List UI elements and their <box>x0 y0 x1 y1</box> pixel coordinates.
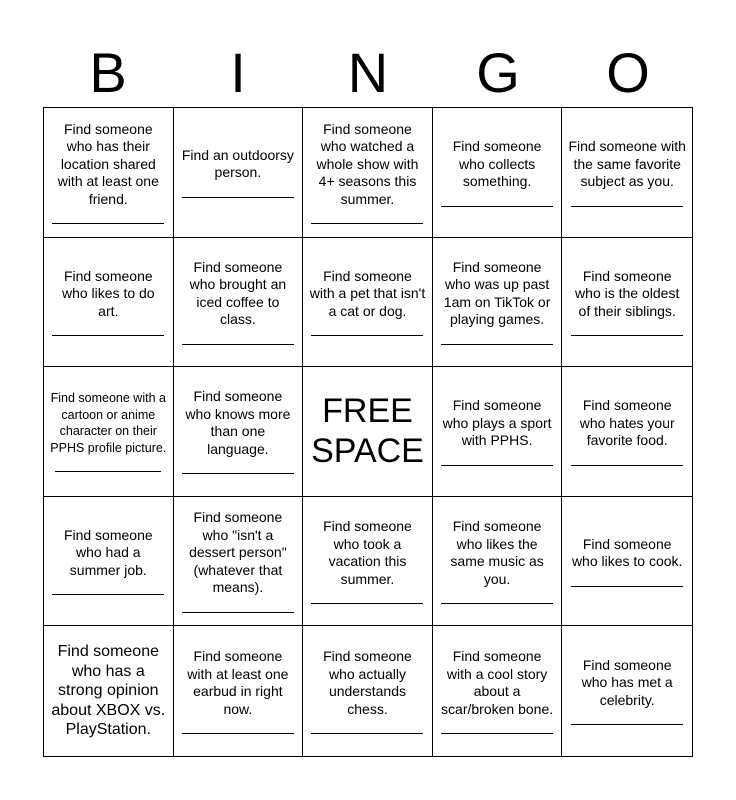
bingo-cell-r3-c4[interactable] <box>433 367 563 497</box>
signature-line[interactable] <box>441 206 553 207</box>
free-space-label: FREE SPACE <box>311 392 424 471</box>
bingo-cell-r4-c2[interactable] <box>174 497 304 627</box>
signature-line[interactable] <box>571 335 683 336</box>
bingo-cell-r5-c1[interactable] <box>44 626 174 756</box>
bingo-cell-r1-c2[interactable] <box>174 108 304 238</box>
signature-line[interactable] <box>55 471 161 472</box>
bingo-cell-r1-c5[interactable] <box>562 108 692 238</box>
signature-line[interactable] <box>311 603 423 604</box>
cell-prompt: Find someone with a cartoon or anime character on their PPHS profile picture. <box>50 391 167 455</box>
bingo-cell-r4-c3[interactable] <box>303 497 433 627</box>
signature-line[interactable] <box>311 223 423 224</box>
bingo-cell-r1-c1[interactable] <box>44 108 174 238</box>
bingo-cell-r2-c5[interactable] <box>562 238 692 368</box>
bingo-cell-r3-c5[interactable] <box>562 367 692 497</box>
signature-line[interactable] <box>441 465 553 466</box>
bingo-cell-r4-c1[interactable] <box>44 497 174 627</box>
signature-line[interactable] <box>182 197 294 198</box>
signature-line[interactable] <box>182 473 294 474</box>
signature-line[interactable] <box>571 724 683 725</box>
signature-line[interactable] <box>441 344 553 345</box>
signature-line[interactable] <box>52 223 164 224</box>
header-letter-n: N <box>347 41 389 104</box>
signature-line[interactable] <box>311 733 423 734</box>
bingo-cell-r2-c3[interactable] <box>303 238 433 368</box>
signature-line[interactable] <box>311 335 423 336</box>
signature-line[interactable] <box>182 612 294 613</box>
cell-prompt: Find someone who brought an iced coffee to class. <box>189 258 287 328</box>
signature-line[interactable] <box>571 206 683 207</box>
signature-line[interactable] <box>182 733 294 734</box>
cell-prompt: Find someone who hates your favorite food. <box>579 397 675 449</box>
signature-line[interactable] <box>52 594 164 595</box>
bingo-cell-r5-c2[interactable] <box>174 626 304 756</box>
bingo-cell-r5-c3[interactable] <box>303 626 433 756</box>
cell-prompt: Find someone who is the oldest of their siblings. <box>575 267 680 319</box>
cell-prompt: Find someone who has met a celebrity. <box>581 656 673 708</box>
cell-prompt: Find someone who had a summer job. <box>63 526 153 578</box>
cell-prompt: Find someone who has their location shared with at least one friend. <box>57 120 159 207</box>
bingo-cell-r1-c3[interactable] <box>303 108 433 238</box>
cell-prompt: Find someone who was up past 1am on TikTok or playing games. <box>443 258 551 328</box>
cell-prompt: Find someone who likes the same music as you. <box>450 518 544 587</box>
cell-prompt: Find someone who actually understands chess. <box>323 648 412 717</box>
header-letter-b: B <box>89 41 127 104</box>
signature-line[interactable] <box>441 733 553 734</box>
cell-prompt: Find someone who likes to cook. <box>571 535 683 570</box>
bingo-cell-r4-c5[interactable] <box>562 497 692 627</box>
bingo-board <box>43 107 693 757</box>
bingo-cell-r4-c4[interactable] <box>433 497 563 627</box>
cell-prompt: Find someone who likes to do art. <box>61 267 155 319</box>
cell-prompt: Find someone who collects something. <box>452 138 542 190</box>
cell-prompt: Find someone with at least one earbud in right now. <box>187 648 289 717</box>
cell-prompt: Find someone who knows more than one language. <box>185 388 291 457</box>
bingo-cell-r5-c4[interactable] <box>433 626 563 756</box>
header-letter-i: I <box>230 41 246 104</box>
cell-prompt: Find someone who has a strong opinion about XBOX vs. PlayStation. <box>51 643 166 739</box>
bingo-cell-r5-c5[interactable] <box>562 626 692 756</box>
header-letter-g: G <box>476 41 520 104</box>
signature-line[interactable] <box>52 335 164 336</box>
bingo-cell-r2-c1[interactable] <box>44 238 174 368</box>
bingo-cell-r2-c4[interactable] <box>433 238 563 368</box>
cell-prompt: Find someone who watched a whole show with 4+ seasons this summer. <box>316 120 419 207</box>
cell-prompt: Find someone with a cool story about a scar/broken bone. <box>441 648 554 717</box>
signature-line[interactable] <box>571 465 683 466</box>
cell-prompt: Find an outdoorsy person. <box>181 146 294 181</box>
cell-prompt: Find someone with a pet that isn't a cat or dog. <box>309 267 426 319</box>
cell-prompt: Find someone who took a vacation this summer. <box>323 518 412 587</box>
cell-prompt: Find someone with the same favorite subject as you. <box>568 138 686 190</box>
cell-prompt: Find someone who "isn't a dessert person" (whatever that means). <box>189 509 287 596</box>
signature-line[interactable] <box>182 344 294 345</box>
bingo-cell-r1-c4[interactable] <box>433 108 563 238</box>
cell-prompt: Find someone who plays a sport with PPHS. <box>442 397 552 449</box>
header-letter-o: O <box>606 41 650 104</box>
bingo-cell-r3-c1[interactable] <box>44 367 174 497</box>
bingo-cell-r2-c2[interactable] <box>174 238 304 368</box>
free-space-cell[interactable] <box>303 367 433 497</box>
bingo-header <box>43 40 693 106</box>
signature-line[interactable] <box>571 586 683 587</box>
signature-line[interactable] <box>441 603 553 604</box>
bingo-cell-r3-c2[interactable] <box>174 367 304 497</box>
